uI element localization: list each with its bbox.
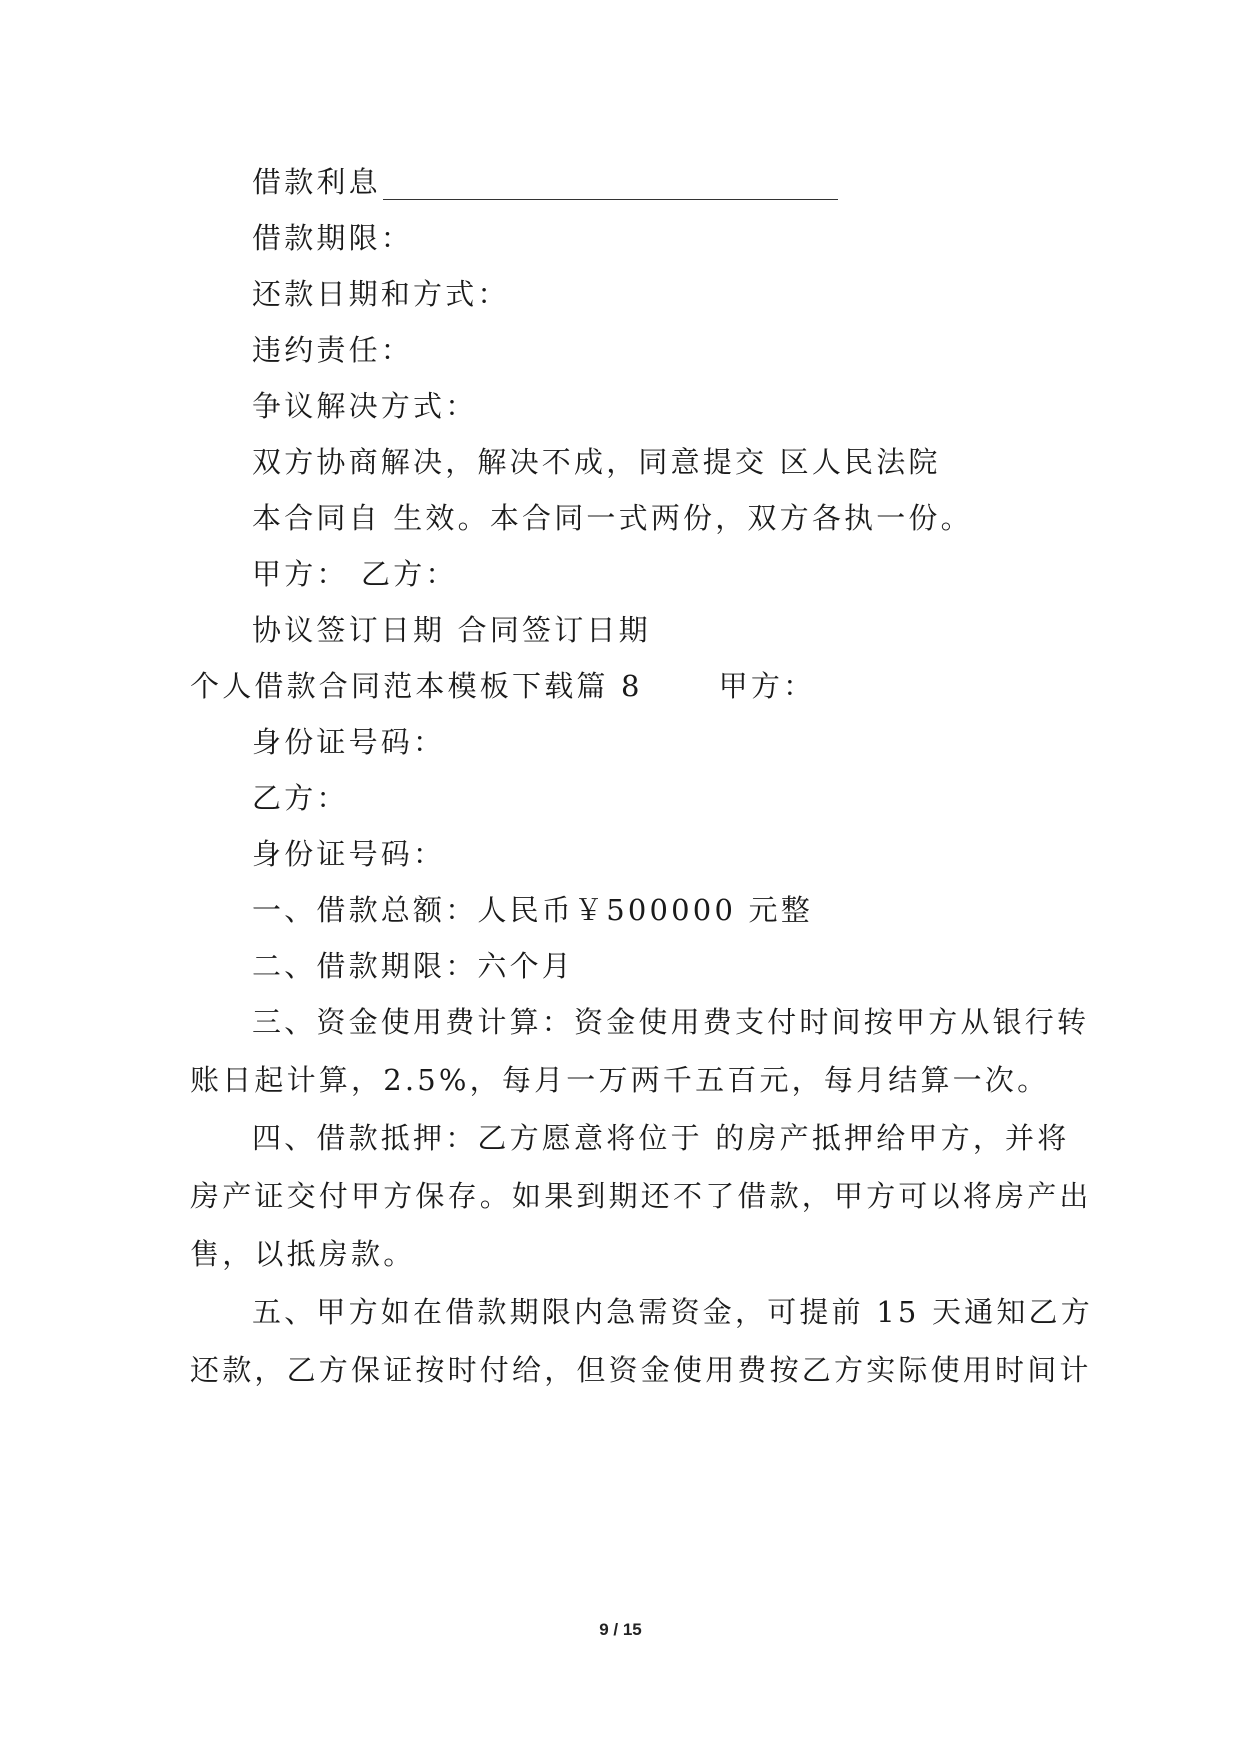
clause-5-line-1: 五、甲方如在借款期限内急需资金，可提前 15 天通知乙方: [252, 1295, 1093, 1329]
court-submission-line: 双方协商解决，解决不成，同意提交 区人民法院: [252, 445, 941, 479]
section-title: 个人借款合同范本模板下载篇 8: [190, 669, 643, 703]
section-heading-line: [190, 668, 815, 704]
breach-liability-line: 违约责任：: [252, 333, 414, 367]
loan-interest-blank: [383, 169, 838, 200]
party-b-id-line: 身份证号码：: [252, 837, 446, 871]
clause-4-line-2: 房产证交付甲方保存。如果到期还不了借款，甲方可以将房产出: [190, 1179, 1092, 1213]
page-number: 9 / 15: [599, 1620, 642, 1639]
party-a-label: 甲方：: [718, 669, 816, 703]
signing-date-line: 协议签订日期 合同签订日期: [252, 613, 651, 647]
parties-line: 甲方： 乙方：: [252, 557, 458, 591]
clause-3-line-1: 三、资金使用费计算：资金使用费支付时间按甲方从银行转: [252, 1005, 1090, 1039]
loan-interest-line: [252, 164, 838, 200]
clause-3-line-2: 账日起计算，2.5%，每月一万两千五百元，每月结算一次。: [190, 1063, 1050, 1097]
clause-4-line-1: 四、借款抵押：乙方愿意将位于 的房产抵押给甲方，并将: [252, 1121, 1070, 1155]
repayment-line: 还款日期和方式：: [252, 277, 510, 311]
clause-1-line: 一、借款总额：人民币￥500000 元整: [252, 893, 813, 927]
contract-effect-line: 本合同自 生效。本合同一式两份，双方各执一份。: [252, 501, 973, 535]
clause-4-line-3: 售，以抵房款。: [190, 1237, 416, 1271]
party-a-id-line: 身份证号码：: [252, 725, 446, 759]
loan-interest-label: 借款利息: [252, 165, 381, 199]
clause-5-line-2: 还款，乙方保证按时付给，但资金使用费按乙方实际使用时间计: [190, 1353, 1092, 1387]
dispute-resolution-line: 争议解决方式：: [252, 389, 478, 423]
clause-2-line: 二、借款期限：六个月: [252, 949, 575, 983]
party-b-line: 乙方：: [252, 781, 349, 815]
loan-term-line: 借款期限：: [252, 221, 414, 255]
